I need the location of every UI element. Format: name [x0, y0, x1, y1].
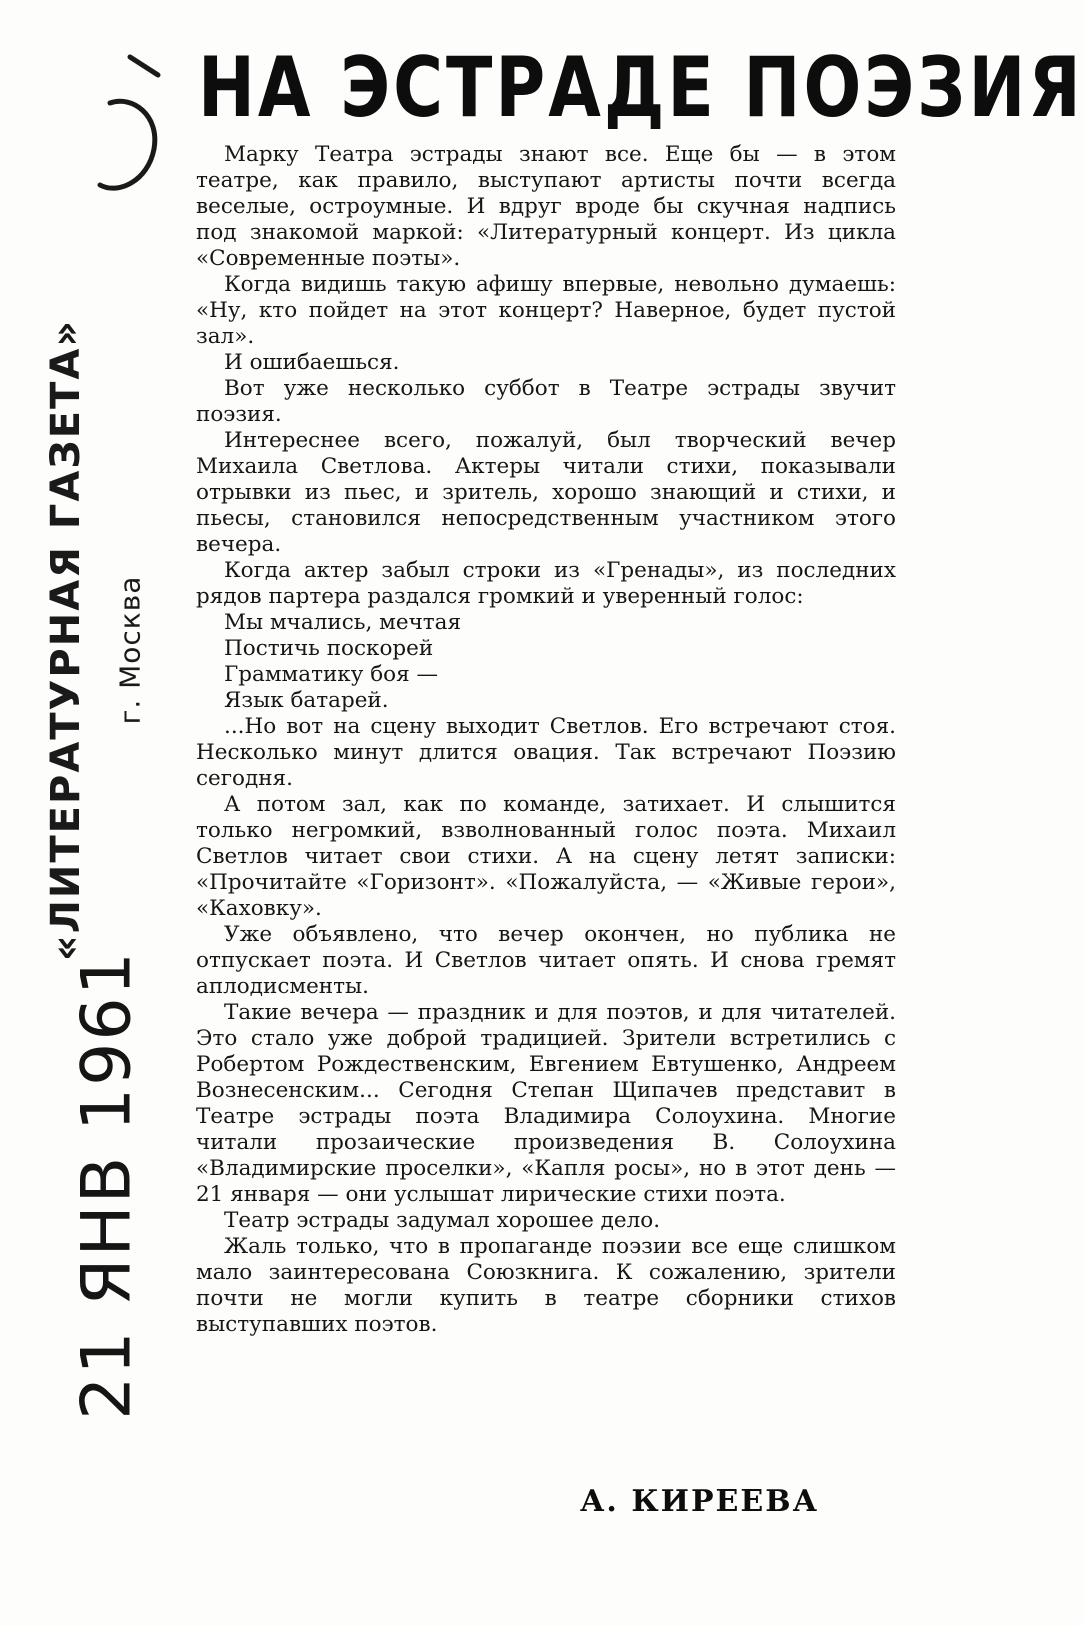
date-value: 21 ЯНВ 1961	[67, 950, 147, 1420]
date-stamp	[62, 950, 152, 1420]
city-name: г. Москва	[113, 575, 147, 725]
poem-line: Постичь поскорей	[224, 636, 434, 661]
newspaper-name-stamp	[36, 318, 96, 962]
poem-line: Язык батарей.	[224, 688, 389, 713]
article-paragraph: Театр эстрады задумал хорошее дело.	[224, 1208, 661, 1233]
article-headline: НА ЭСТРАДЕ ПОЭЗИЯ	[198, 40, 1084, 137]
poem-line: Грамматику боя —	[224, 662, 439, 687]
article-paragraph: Марку Театра эстрады знают все. Еще бы — в этом театре, как правило, выступают артисты почти всегда веселые, остроумные. И вдруг вроде бы скучная надпись под знакомой маркой: «Литературный концерт. Из цикла «Современные поэты».	[196, 142, 896, 271]
article-paragraph: А потом зал, как по команде, затихает. И слышится только негромкий, взволнованный голос поэта. Михаил Светлов читает свои стихи. А на сцену летят записки: «Прочитайте «Горизонт». «Пожалуйста, — «Живые герои», «Каховку».	[196, 792, 896, 921]
article-paragraph: И ошибаешься.	[224, 350, 400, 375]
article-paragraph: Такие вечера — праздник и для поэтов, и для читателей. Это стало уже доброй традицией. Зрители встретились с Робертом Рождественским, Евгением Евтушенко, Андреем Вознесенским... Сегодня Степан Щипачев представит в Театре эстрады поэта Владимира Солоухина. Многие читали прозаические произведения В. Солоухина «Владимирские проселки», «Капля росы», но в этот день — 21 января — они услышат лирические стихи поэта.	[196, 1000, 896, 1207]
article-paragraph: Интереснее всего, пожалуй, был творческий вечер Михаила Светлова. Актеры читали стихи, показывали отрывки из пьес, и зритель, хорошо знающий и стихи, и пьесы, становился непосредственным участником этого вечера.	[196, 428, 896, 557]
poem-quote	[196, 610, 896, 714]
article-paragraph: Когда актер забыл строки из «Гренады», из последних рядов партера раздался громкий и уверенный голос:	[196, 558, 896, 609]
newspaper-name: «ЛИТЕРАТУРНАЯ ГАЗЕТА»	[43, 318, 89, 962]
article-body	[196, 142, 896, 1338]
city-stamp	[108, 540, 152, 760]
article-paragraph: Вот уже несколько суббот в Театре эстрады звучит поэзия.	[196, 376, 896, 427]
article-paragraph: ...Но вот на сцену выходит Светлов. Его встречают стоя. Несколько минут длится овация. Так встречают Поэзию сегодня.	[196, 714, 896, 791]
article-paragraph: Жаль только, что в пропаганде поэзии все еще слишком мало заинтересована Союзкнига. К сожалению, зрители почти не могли купить в театре сборники стихов выступавших поэтов.	[196, 1234, 896, 1337]
article-author: А. КИРЕЕВА	[580, 1484, 820, 1519]
poem-line: Мы мчались, мечтая	[224, 610, 462, 635]
pencil-mark-icon	[70, 45, 180, 215]
article-paragraph: Уже объявлено, что вечер окончен, но публика не отпускает поэта. И Светлов читает опять. И снова гремят аплодисменты.	[196, 922, 896, 999]
article-paragraph: Когда видишь такую афишу впервые, невольно думаешь: «Ну, кто пойдет на этот концерт? Наверное, будет пустой зал».	[196, 272, 896, 349]
